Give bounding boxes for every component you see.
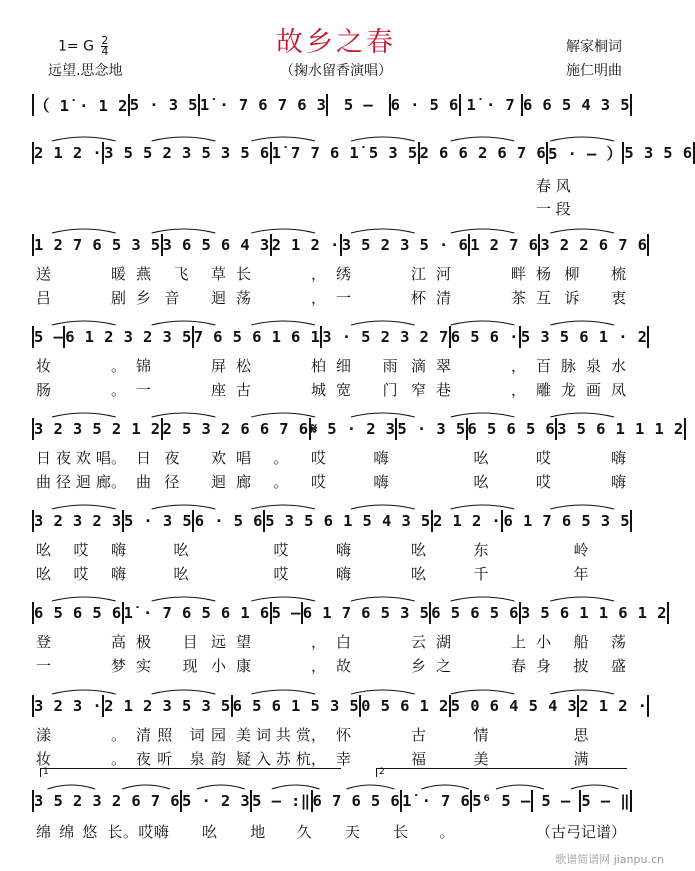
watermark: 歌谱简谱网 jianpu.cn [555,853,664,866]
measure: 3 2 3 · [34,697,103,715]
barline [630,94,632,116]
lyric-cell: 杨柳 梳 [536,265,626,283]
slur-arc [122,785,170,789]
slur-arc [351,597,415,601]
slur-arc [496,785,544,789]
measure: 1̇ 7 7 6 1̇ 5 3 5 [271,144,418,162]
lyric-cell: 美 [473,750,489,768]
lyric-cell: 思 [573,726,589,744]
lyric-cell: 绵 绵 悠 [36,823,98,841]
lyric-cell: 长， [236,265,326,283]
slur-arc [52,505,116,509]
lyric-cell [432,198,530,218]
slur-arc [451,505,515,509]
lyric-cell: 春 风 [536,177,571,195]
notation-line-2 [32,142,693,164]
measure: 2 5 3 2 6 6 7 6 [162,420,309,438]
measure: 6 · 5 6 [194,512,263,530]
lyric-cell: 妆。 [36,750,126,768]
lyric-cell: 一 段 [536,200,571,218]
notation-line-5 [32,418,684,440]
lyric-cell: 细 雨滴 [336,357,426,375]
measure: 6 6 5 4 3 5 [522,96,630,114]
lyric-cell: 一 杯 [336,289,426,307]
slur-arc [251,690,315,694]
lyric-line-3-verse-2 [32,287,632,307]
lyric-cell: 哎 嗨 [536,449,626,467]
measure: 6 · 5 6 [390,96,459,114]
key-label: 1= G [58,38,94,55]
lyric-cell: 哎 [273,541,289,559]
lyric-cell: 日 夜 欢 唱。 [36,449,126,467]
measure: 5 3 5 6 [624,144,693,162]
lyric-cell: 清 茶 [436,289,526,307]
lyric-cell: 登 高 [36,633,126,651]
measure: 2 1 2 · [433,512,502,530]
lyric-cell: 幸 福 [336,750,426,768]
lyric-cell: 怀 古 [336,726,426,744]
notation-line-3 [32,234,648,256]
measure: 𝄋 5 · 2 3 [310,419,396,438]
notation-line-8 [32,695,648,717]
slur-arc [550,597,614,601]
slur-arc [152,321,216,325]
slur-arc [451,137,515,141]
measure: 5 – [34,328,64,346]
lyric-cell [32,198,130,218]
slur-arc [346,785,394,789]
notation-line-7 [32,602,667,624]
measure: 5 3 5 6 1 · 2 [520,328,648,346]
lyric-cell: 极 目远 [136,633,226,651]
lyric-cell [132,175,230,195]
lyric-cell: 吆 [173,565,189,583]
lyric-cell: （古弓记谱） [535,823,626,841]
slur-arc [152,137,216,141]
measure: 6 7 6 5 6 [312,792,401,810]
lyric-cell: 巷， [436,381,526,399]
lyric-cell [332,175,430,195]
slur-arc [451,229,515,233]
slur-arc [351,505,415,509]
slur-arc [152,690,216,694]
key-signature [58,36,108,57]
lyric-cell: 吆 哎 嗨 [36,565,126,583]
lyric-cell [32,175,130,195]
measure: 3 6 5 6 4 3 [162,236,270,254]
measure: 6 5 6 5 6 [431,604,519,622]
lyric-cell: 吆 [473,473,489,491]
measure: 3 2 3 2 3 [34,512,122,530]
lyric-cell: 送 暖 [36,265,126,283]
lyric-cell: 燕 飞 草 [136,265,226,283]
lyric-cell: 廊。哎 [236,473,326,491]
slur-arc [52,413,116,417]
lyric-line-5-verse-2 [32,471,632,491]
measure: 7 6 5 6 1 6 1 [193,328,321,346]
slur-arc [52,597,116,601]
time-numerator: 2 [101,34,109,47]
measure: （ 1̇ · 1 2 [34,97,128,115]
lyric-line-6-verse-1 [32,539,632,559]
measure: 2 1 2 · [34,144,103,162]
lyric-cell: 之 春 [436,657,526,675]
lyric-cell: 嗨 [373,449,389,467]
slur-arc [152,505,216,509]
measure: 5 – [271,604,301,622]
lyric-cell: 翠， [436,357,526,375]
barline [647,695,649,717]
measure: 3 5 6 1 1 1 2 [557,420,684,438]
lyric-cell: 湖 上 [436,633,526,651]
lyric-cell: 一 梦 [36,657,126,675]
lyric-cell [232,175,330,195]
slur-arc [351,321,415,325]
barline [647,234,649,256]
lyric-cell: 日夜 欢 [136,449,226,467]
lyric-cell: 雕 龙 画 凤 [536,381,626,399]
measure: 5 3 5 6 1 5 4 3 5 [265,512,431,530]
lyric-cell: 满 [573,750,589,768]
lyric-cell [232,198,330,218]
lyric-line-9-verse-1 [32,821,632,841]
lyric-cell: 吕 剧 [36,289,126,307]
slur-arc [272,785,320,789]
measure: 5 – [541,792,571,810]
lyric-cell: 白 云 [336,633,426,651]
notation-line-4 [32,326,648,348]
lyric-cell: 哎 [273,565,289,583]
lyric-cell: 哎 嗨 [536,473,626,491]
slur-arc [52,690,116,694]
slur-arc [550,137,614,141]
lyric-cell: 长。 [393,823,455,841]
time-signature [101,36,108,57]
slur-arc [251,505,315,509]
slur-arc [152,413,216,417]
notation-line-6 [32,510,632,532]
lyric-cell: 情 [473,726,489,744]
barline [693,142,695,164]
lyric-line-4-verse-2 [32,379,632,399]
lyric-cell: 松 柏 [236,357,326,375]
lyric-cell: 吆 [202,823,218,841]
slur-arc [251,597,315,601]
lyric-cell: 唱。哎 [236,449,326,467]
lyric-line-3-verse-1 [32,263,632,283]
slur-arc [52,229,116,233]
lyric-line-8-verse-2 [32,748,632,768]
measure: 5 · 3 5 [123,512,193,530]
lyric-cell: 曲 径 迴 廊。 [36,473,126,491]
lyric-cell: 小 船 荡 [536,633,626,651]
volta-1-label: 1 [43,767,49,777]
measure: 5 · – ） [548,145,623,163]
measure: 6 5 6 5 6 [34,604,122,622]
measure: 6 1 7 6 5 3 5 [503,512,630,530]
slur-arc [52,321,116,325]
lyric-line-5-verse-1 [32,447,632,467]
lyric-cell: 嗨 吆 [336,565,426,583]
lyric-cell: 古 城 [236,381,326,399]
measure: 6 1 2 3 2 3 5 [65,328,192,346]
notation-line-9 [32,790,632,812]
measure: 2 1 2 3 5 3 5 [104,697,231,715]
measure: 3 5 5 2 3 5 3 5 6 [104,144,270,162]
slur-arc [550,505,614,509]
measure: 2 6 6 2 6 7 6 [419,144,547,162]
lyric-line-7-verse-2 [32,655,632,675]
lyric-cell: 地 久 [250,823,312,841]
volta-bracket-1 [40,768,341,777]
slur-arc [251,321,315,325]
barline [630,790,632,812]
lyric-cell: 荡， [236,289,326,307]
lyric-line-7-verse-1 [32,631,632,651]
slur-arc [421,785,469,789]
measure: 3 · 5 2 3 2 7 [322,328,449,346]
slur-arc [550,413,614,417]
lyric-line-8-verse-1 [32,724,632,744]
slur-arc [550,321,614,325]
measure: 1̇ · 7 6 [402,792,471,810]
measure: 6 5 6 1 5 3 5 [232,697,360,715]
song-title: 故乡之春 [276,27,396,58]
lyric-cell: 一 座 [136,381,226,399]
measure: 2 1 2 · [579,697,648,715]
lyric-cell: 美 词 共 赏， [236,726,326,744]
slur-arc [351,137,415,141]
lyric-cell: 河 畔 [436,265,526,283]
lyric-cell [332,198,430,218]
notation-line-1 [32,94,632,116]
measure: 3 5 6 1 1 6 1 2 [520,604,667,622]
slur-arc [550,229,614,233]
lyric-cell [132,198,230,218]
measure: 5 – [343,96,374,114]
slur-arc [251,229,315,233]
lyric-cell [461,821,530,841]
expression-mark: 远望.思念地 [48,63,123,79]
lyric-cell: 肠。 [36,381,126,399]
measure: 5 0 6 4 5 4 3 [450,697,578,715]
lyric-cell: 千 [473,565,489,583]
lyric-cell: 年 [573,565,589,583]
measure: 1 2 7 6 5 3 5 [34,236,161,254]
time-denominator: 4 [101,45,109,58]
lyric-cell: 嗨 吆 [336,541,426,559]
measure: 6 5 6 5 6 [467,420,556,438]
slur-arc [152,597,216,601]
slur-arc [152,229,216,233]
lyric-cell: 百 脉 泉 水 [536,357,626,375]
lyric-line-6-verse-2 [32,563,632,583]
lyric-cell: 天 [344,823,360,841]
lyric-cell: 故 乡 [336,657,426,675]
lyric-cell: 吆 [473,449,489,467]
lyric-cell: 疑 入 苏 杭， [236,750,326,768]
measure: 5⁶ 5 – [472,792,531,810]
measure: 3 5 2 3 2 6 7 6 [34,792,180,810]
lyric-cell [432,175,530,195]
lyric-cell: 吆 哎 嗨 [36,541,126,559]
lyric-cell: 岭 [573,541,589,559]
measure: 5 · 2 3 [181,792,251,810]
slur-arc [571,785,619,789]
barline [667,602,669,624]
slur-arc [251,137,315,141]
lyric-cell: 宽 门窄 [336,381,426,399]
measure: 1 2 7 6 [470,236,539,254]
lyric-cell: 妆。 [36,357,126,375]
lyric-cell: 漾。 [36,726,126,744]
barline [684,418,686,440]
measure: 5 – :‖ [252,792,311,810]
measure: 6 1 7 6 5 3 5 [302,604,430,622]
slur-arc [451,690,515,694]
lyric-cell: 锦 屏 [136,357,226,375]
lyric-line-2-verse-2 [32,198,632,218]
measure: 3 5 2 3 5 · 6 [341,236,469,254]
lyric-cell: 吆 [173,541,189,559]
volta-bracket-2 [376,768,627,777]
lyric-cell: 实 现小 [136,657,226,675]
measure: 3 2 2 6 7 6 [540,236,648,254]
slur-arc [251,413,315,417]
measure: 5 – ‖ [581,792,630,810]
volta-2-label: 2 [379,767,385,777]
slur-arc [47,785,95,789]
slur-arc [52,137,116,141]
slur-arc [451,321,515,325]
lyric-cell: 望， [236,633,326,651]
lyric-line-4-verse-1 [32,355,632,375]
measure: 2 1 2 · [271,236,340,254]
measure: 5 · 3 5 [129,96,198,114]
measure: 5 · 3 5 [397,420,466,438]
lyric-cell: 身 披 盛 [536,657,626,675]
measure: 1̇ · 7 6 5 6 1 6 [123,604,270,622]
composer-credit: 施仁明曲 [566,63,622,79]
lyric-cell: 东 [473,541,489,559]
slur-arc [550,690,614,694]
measure: 3 2 3 5 2 1 2 [34,420,161,438]
slur-arc [351,229,415,233]
slur-arc [451,597,515,601]
singer-credit: （掬水留香演唱） [280,63,392,79]
lyric-cell: 绣 江 [336,265,426,283]
slur-arc [451,413,515,417]
lyric-cell: 夜听 泉韵 [136,750,226,768]
lyric-cell: 长。哎嗨 [107,823,169,841]
barline [630,510,632,532]
lyricist-credit: 解家桐词 [566,39,622,55]
measure: 0 5 6 1 2 [361,697,449,715]
lyric-line-2-verse-1 [32,175,632,195]
measure: 1̇ · 7 6 7 6 3 [199,96,327,114]
measure: 6 5 6 · [450,328,519,346]
barline [647,326,649,348]
lyric-cell: 乡音 迴 [136,289,226,307]
measure: 1̇ · 7 [466,96,516,114]
lyric-cell: 康， [236,657,326,675]
slur-arc [351,690,415,694]
slur-arc [197,785,245,789]
lyric-cell: 互诉 衷 [536,289,626,307]
lyric-cell: 嗨 [373,473,389,491]
lyric-cell: 曲径 迴 [136,473,226,491]
slur-arc [351,413,415,417]
lyric-cell: 清照 词园 [136,726,226,744]
